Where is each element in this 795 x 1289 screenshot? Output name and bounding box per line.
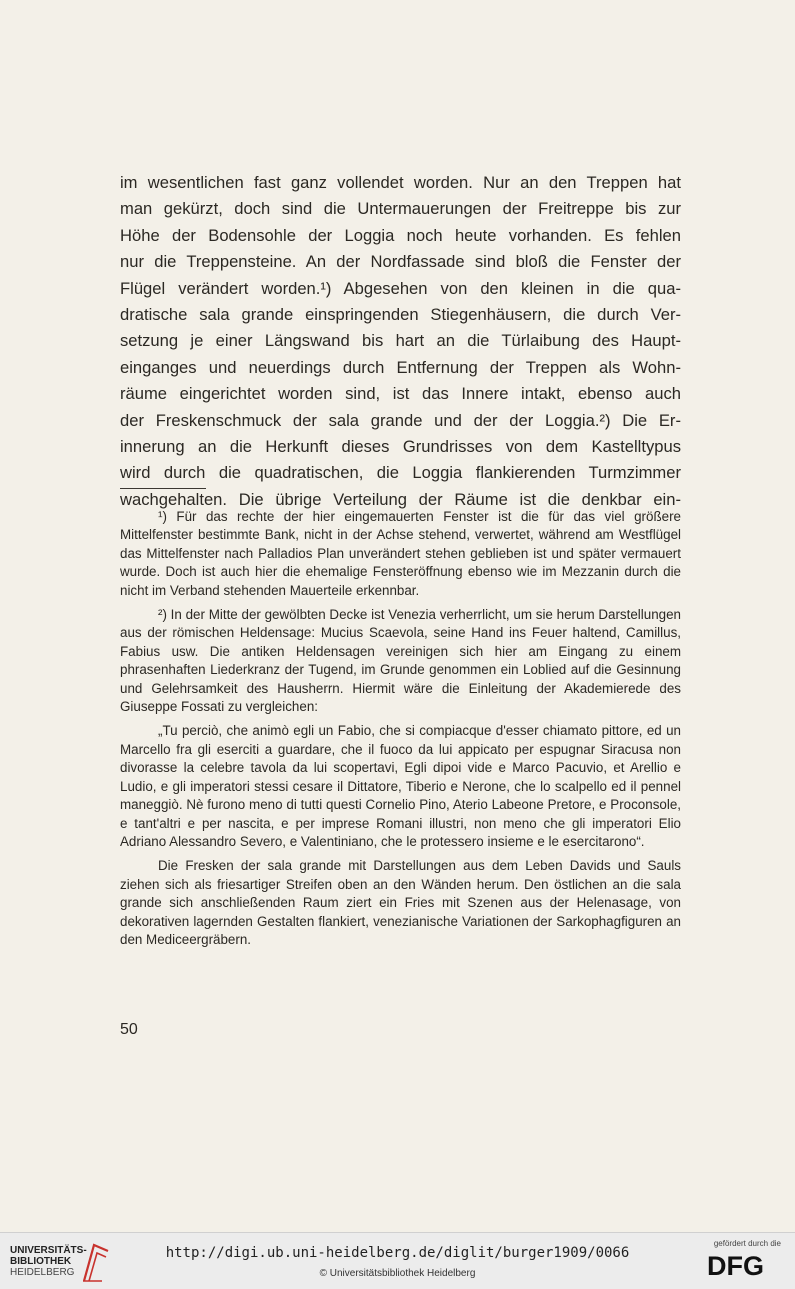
permalink-url[interactable]: http://digi.ub.uni-heidelberg.de/diglit/burger1909/0066 (165, 1245, 630, 1261)
body-line: setzung je einer Längswand bis hart an die Türlaibung des Haupt- (120, 331, 681, 351)
footnote-divider (120, 488, 206, 489)
body-line: wachgehalten. Die übrige Verteilung der Räume ist die denkbar ein- (120, 489, 681, 509)
body-line: innerung an die Herkunft dieses Grundrisses von dem Kastelltypus (120, 437, 681, 457)
body-line: dratische sala grande einspringenden Stiegenhäusern, die durch Ver- (120, 305, 681, 325)
library-line-1: UNIVERSITÄTS- (10, 1245, 87, 1256)
body-line: einganges und neuerdings durch Entfernung der Treppen als Wohn- (120, 357, 681, 377)
body-line: räume eingerichtet worden sind, ist das Innere intakt, ebenso auch (120, 384, 681, 404)
viewer-footer (0, 1232, 795, 1289)
funder-note: gefördert durch die (713, 1239, 781, 1248)
body-line: Flügel verändert worden.¹) Abgesehen von den kleinen in die qua- (120, 278, 681, 298)
footnotes (120, 508, 681, 949)
page-number: 50 (120, 1021, 138, 1038)
library-line-2: BIBLIOTHEK (10, 1256, 72, 1267)
body-line: wird durch die quadratischen, die Loggia flankierenden Turmzimmer (120, 463, 681, 483)
body-line: man gekürzt, doch sind die Untermauerungen der Freitreppe bis zur (120, 199, 681, 219)
footnote-continuation: Die Fresken der sala grande mit Darstellungen aus dem Leben Davids und Sauls ziehen sich als friesartiger Streifen oben an den Wänden herum. Den östlichen an die sala grande sich anschließenden Raum ziert ein Fries mit Szenen aus der Helenasage, von dekorativen lagernden Gestalten flankiert, venezianische Variationen der Sarkophagfiguren an den Mediceergräbern. (120, 858, 681, 947)
footnote-2: ²) In der Mitte der gewölbten Decke ist Venezia verherrlicht, um sie herum Darstellungen aus der römischen Heldensage: Mucius Scaevola, seine Hand ins Feuer haltend, Camillus, Fabius usw. Die antiken Heldensagen vereinigen sich hier am Eingang zu einem phrasenhaften Liederkranz der Tugend, im Grunde genommen ein Loblied auf die Gesinnung und Gelehrsamkeit des Hausherrn. Hiermit wäre die Einleitung der Akademierede des Giuseppe Fossati zu vergleichen: (120, 607, 681, 715)
body-text (120, 170, 681, 513)
dfg-logo-text: DFG (707, 1251, 764, 1279)
body-line: nur die Treppensteine. An der Nordfassade sind bloß die Fenster der (120, 252, 681, 272)
dfg-logo-icon[interactable] (707, 1251, 783, 1283)
body-line: der Freskenschmuck der sala grande und der der Loggia.²) Die Er- (120, 410, 681, 430)
footnote-1: ¹) Für das rechte der hier eingemauerten Fenster ist die für das viel größere Mittelfenster bestimmte Bank, nicht in der Achse stehend, verwertet, während am Westflügel das Mittelfenster nach Palladios Plan unverändert stehen geblieben ist und später vermauert wurde. Doch ist auch hier die ehemalige Fensteröffnung ebenso wie im Mezzanin durch die nicht im Verband stehenden Mauerteile erkennbar. (120, 509, 681, 598)
copyright-notice: © Universitätsbibliothek Heidelberg (319, 1268, 476, 1279)
footnote-quote: „Tu perciò, che animò egli un Fabio, che si compiacque d'esser chiamato pittore, ed un Marcello fra gli eserciti a guardare, che il fuoco da lui appicato per espugnar Siracusa non divorasse la celebre tavola da lui scopertavi, Egli dipoi vide e Marco Pacuvio, et Arellio e Ludio, e gli imperatori stessi cesare il Dittatore, Tiberio e Nerone, che lo scalpello ed il pennel maneggiò. Nè furono meno di tutti questi Cornelio Pino, Aterio Labeone Pretore, e Proconsole, e tant'altri e per nascita, e per imprese Romani illustri, non meno che gli imperatori Elio Adriano Alessandro Severo, e Valentiniano, che le protessero insieme e le esercitarono“. (120, 723, 681, 849)
body-line: Höhe der Bodensohle der Loggia noch heute vorhanden. Es fehlen (120, 225, 681, 245)
library-line-3: HEIDELBERG (10, 1267, 75, 1278)
body-line: im wesentlichen fast ganz vollendet worden. Nur an den Treppen hat (120, 173, 681, 192)
